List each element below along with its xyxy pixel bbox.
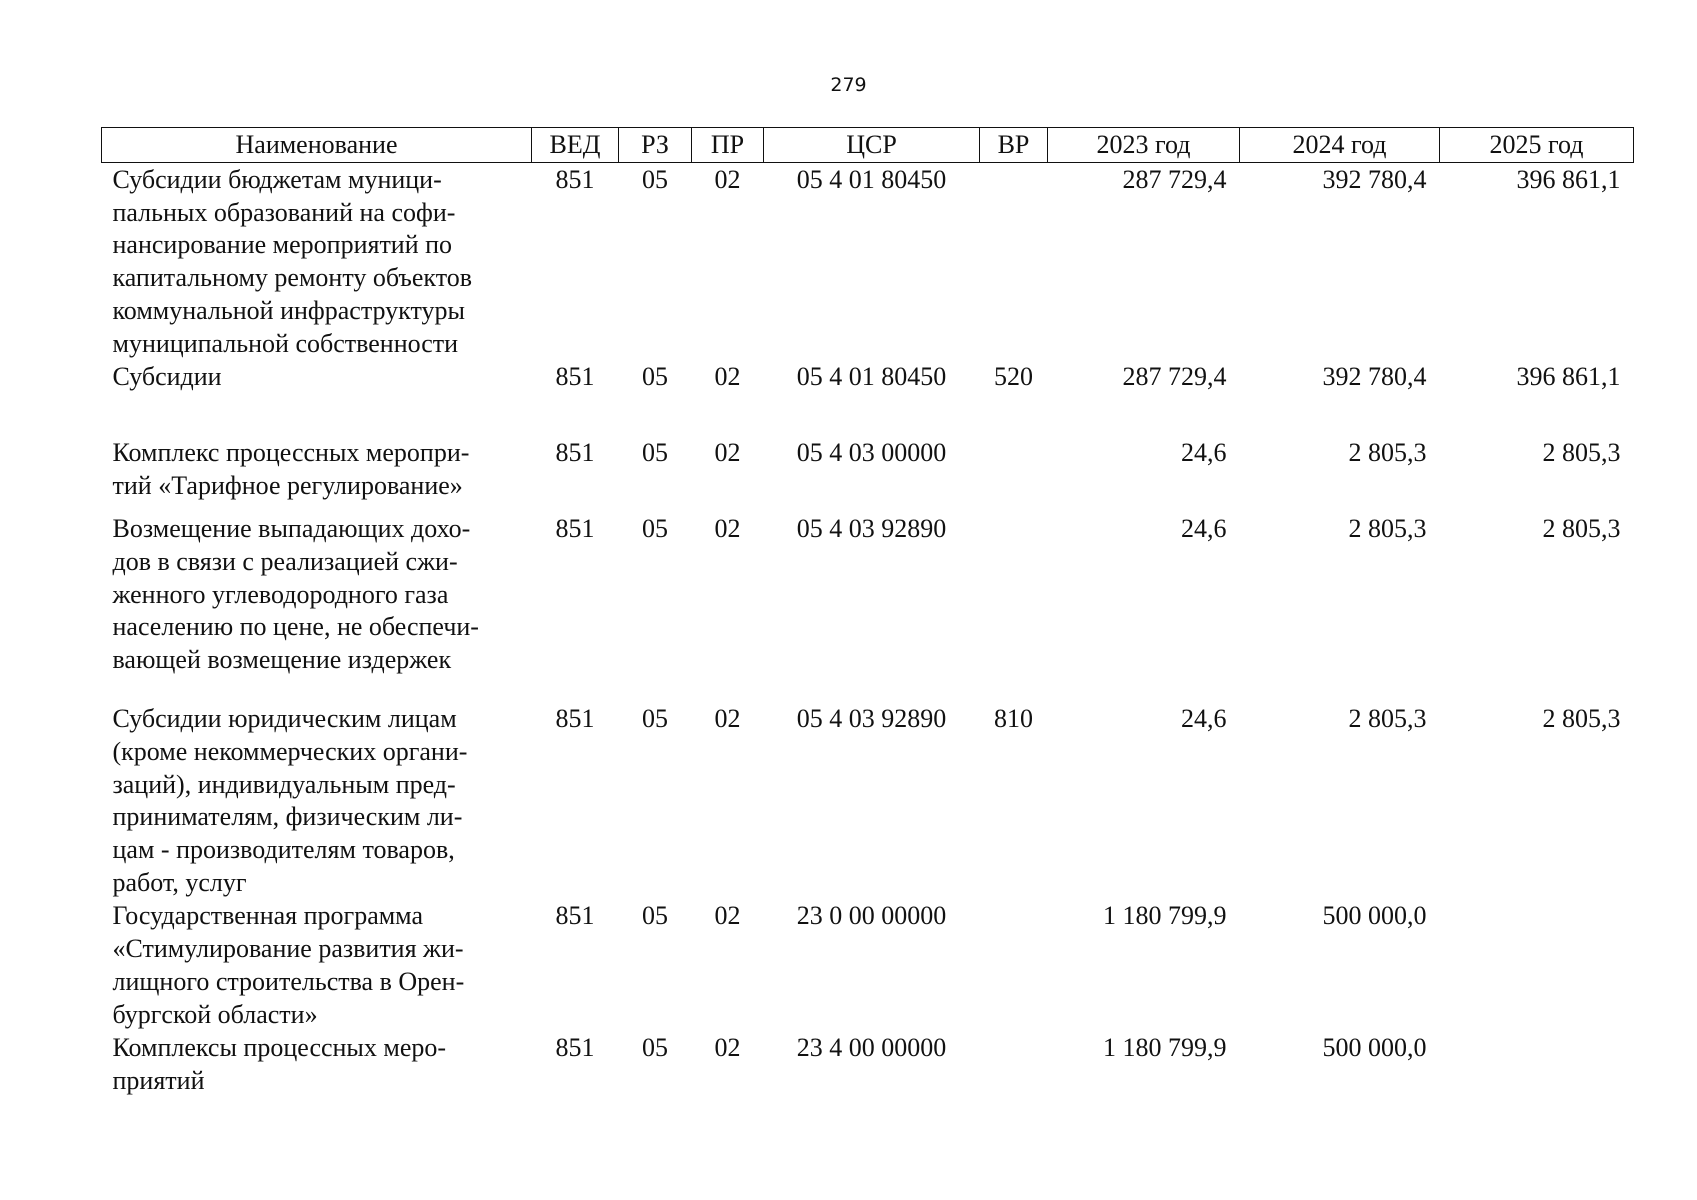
name-line: населению по цене, не обеспечи-	[112, 612, 479, 642]
row-name-cell	[102, 436, 532, 512]
name-line: «Стимулирование развития жи-	[112, 934, 464, 964]
cell-2025: 2 805,3	[1542, 704, 1621, 734]
name-line: капитальному ремонту объектов	[112, 263, 472, 293]
cell-vr	[980, 512, 1048, 702]
name-line: Субсидии бюджетам муници-	[112, 165, 442, 194]
cell-pr: 02	[714, 901, 741, 931]
cell-2023: 1 180 799,9	[1103, 1033, 1227, 1063]
row-name-cell	[102, 899, 532, 1031]
name-line: женного углеводородного газа	[112, 579, 449, 609]
table-row	[102, 436, 1634, 512]
cell-rz: 05	[642, 704, 668, 734]
cell-2023: 24,6	[1181, 514, 1227, 544]
cell-2023: 24,6	[1181, 438, 1227, 468]
cell-2024: 500 000,0	[1322, 901, 1427, 931]
cell-rz: 05	[642, 438, 668, 468]
cell-2025: 396 861,1	[1516, 362, 1621, 392]
cell-ved: 851	[555, 362, 595, 392]
name-line: принимателям, физическим ли-	[112, 802, 463, 832]
cell-csr: 05 4 03 92890	[796, 704, 947, 734]
name-line: (кроме некоммерческих органи-	[112, 736, 468, 766]
row-name-cell	[102, 163, 532, 361]
name-line: Комплексы процессных меро-	[112, 1033, 447, 1063]
page-number: 279	[830, 74, 867, 96]
cell-2025	[1440, 899, 1634, 1031]
cell-2025: 396 861,1	[1516, 165, 1621, 194]
cell-rz: 05	[642, 165, 668, 194]
cell-pr: 02	[714, 362, 741, 392]
name-line: приятий	[112, 1065, 205, 1095]
name-line: заций), индивидуальным пред-	[112, 769, 456, 799]
header-vr: ВР	[980, 128, 1048, 163]
row-name-cell	[102, 1031, 532, 1101]
cell-2023: 24,6	[1181, 704, 1227, 734]
cell-2024: 2 805,3	[1348, 704, 1427, 734]
header-ved: ВЕД	[532, 128, 619, 163]
cell-vr: 810	[994, 704, 1033, 734]
header-pr: ПР	[692, 128, 764, 163]
cell-csr: 05 4 01 80450	[796, 165, 947, 194]
table-row	[102, 360, 1634, 436]
row-name-cell	[102, 512, 532, 702]
cell-2024: 2 805,3	[1348, 438, 1427, 468]
cell-pr: 02	[714, 438, 741, 468]
cell-vr: 520	[994, 362, 1033, 392]
table-row	[102, 1031, 1634, 1101]
cell-pr: 02	[714, 514, 741, 544]
name-line: тий «Тарифное регулирование»	[112, 470, 463, 500]
header-2024: 2024 год	[1240, 128, 1440, 163]
cell-vr	[980, 1031, 1048, 1101]
cell-ved: 851	[555, 1033, 595, 1063]
header-2023: 2023 год	[1048, 128, 1240, 163]
row-name-cell	[102, 702, 532, 899]
name-line: дов в связи с реализацией сжи-	[112, 546, 458, 576]
table-header-row	[102, 128, 1634, 163]
name-line: бургской области»	[112, 999, 318, 1029]
cell-rz: 05	[642, 1033, 668, 1063]
cell-2024: 500 000,0	[1322, 1033, 1427, 1063]
table-row	[102, 899, 1634, 1031]
cell-pr: 02	[714, 704, 741, 734]
cell-rz: 05	[642, 901, 668, 931]
name-line: Комплекс процессных меропри-	[112, 438, 470, 468]
cell-csr: 05 4 01 80450	[796, 362, 947, 392]
cell-2023: 1 180 799,9	[1103, 901, 1227, 931]
header-name: Наименование	[102, 128, 532, 163]
cell-2025	[1440, 1031, 1634, 1101]
cell-rz: 05	[642, 362, 668, 392]
table-row	[102, 512, 1634, 702]
row-name-cell	[102, 360, 532, 436]
header-rz: РЗ	[619, 128, 692, 163]
cell-2025: 2 805,3	[1542, 514, 1621, 544]
name-line: Субсидии юридическим лицам	[112, 704, 457, 734]
cell-csr: 23 0 00 00000	[796, 901, 947, 931]
cell-2024: 392 780,4	[1322, 362, 1427, 392]
cell-ved: 851	[555, 901, 595, 931]
name-line: Возмещение выпадающих дохо-	[112, 514, 471, 544]
cell-vr	[980, 163, 1048, 361]
table-row	[102, 702, 1634, 899]
cell-vr	[980, 899, 1048, 1031]
cell-vr	[980, 436, 1048, 512]
name-line: Субсидии	[112, 362, 222, 392]
cell-csr: 05 4 03 92890	[796, 514, 947, 544]
name-line: цам - производителям товаров,	[112, 835, 455, 865]
cell-pr: 02	[714, 1033, 741, 1063]
cell-2025: 2 805,3	[1542, 438, 1621, 468]
cell-2023: 287 729,4	[1122, 362, 1227, 392]
cell-pr: 02	[714, 165, 741, 194]
cell-2024: 392 780,4	[1322, 165, 1427, 194]
name-line: муниципальной собственности	[112, 328, 459, 358]
cell-ved: 851	[555, 704, 595, 734]
name-line: пальных образований на софи-	[112, 197, 456, 227]
table-row	[102, 163, 1634, 361]
name-line: коммунальной инфраструктуры	[112, 295, 465, 325]
name-line: лищного строительства в Орен-	[112, 966, 465, 996]
cell-ved: 851	[555, 514, 595, 544]
cell-2024: 2 805,3	[1348, 514, 1427, 544]
name-line: Государственная программа	[112, 901, 424, 931]
name-line: работ, услуг	[112, 867, 247, 897]
cell-csr: 05 4 03 00000	[796, 438, 947, 468]
cell-csr: 23 4 00 00000	[796, 1033, 947, 1063]
cell-2023: 287 729,4	[1122, 165, 1227, 194]
cell-rz: 05	[642, 514, 668, 544]
budget-table	[101, 127, 1634, 1101]
header-csr: ЦСР	[764, 128, 980, 163]
header-2025: 2025 год	[1440, 128, 1634, 163]
name-line: вающей возмещение издержек	[112, 645, 452, 675]
cell-ved: 851	[555, 438, 595, 468]
name-line: нансирование мероприятий по	[112, 230, 453, 260]
cell-ved: 851	[555, 165, 595, 194]
